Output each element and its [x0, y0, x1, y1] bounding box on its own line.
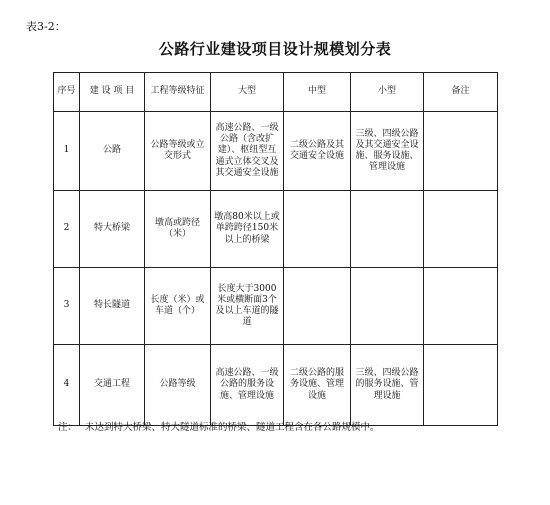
table-row — [54, 345, 498, 426]
cell-project: 交通工程 — [80, 345, 145, 426]
cell-medium: 二级公路的服务设施、管理设施 — [284, 345, 351, 426]
cell-feature: 公路等级或立交形式 — [145, 112, 211, 191]
cell-small: 三级、四级公路的服务设施、管理设施 — [351, 345, 424, 426]
cell-remark — [424, 191, 498, 268]
header-cell-no: 序号 — [54, 73, 80, 112]
cell-large: 长度大于3000米或横断面3个及以上车道的隧道 — [211, 268, 284, 345]
cell-medium — [284, 191, 351, 268]
cell-feature: 公路等级 — [145, 345, 211, 426]
header-cell-project: 建 设 项 目 — [80, 73, 145, 112]
cell-remark — [424, 112, 498, 191]
cell-no: 1 — [54, 112, 80, 191]
cell-medium: 二级公路及其交通安全设施 — [284, 112, 351, 191]
scale-classification-table — [53, 72, 498, 426]
header-cell-remark: 备注 — [424, 73, 498, 112]
header-row — [54, 73, 498, 112]
cell-large: 高速公路、一级公路（含改扩建）、枢纽型互通式立体交叉及其交通安全设施 — [211, 112, 284, 191]
cell-project: 特长隧道 — [80, 268, 145, 345]
cell-project: 公路 — [80, 112, 145, 191]
cell-small: 三级、四级公路及其交通安全设施、服务设施、管理设施 — [351, 112, 424, 191]
cell-remark — [424, 345, 498, 426]
cell-feature: 长度（米）或车道（个） — [145, 268, 211, 345]
table-label: 表3-2： — [26, 20, 66, 33]
cell-no: 3 — [54, 268, 80, 345]
footnote-prefix: 注： — [58, 422, 78, 433]
table-row — [54, 191, 498, 268]
cell-large: 墩高80米以上或单跨跨径150米以上的桥梁 — [211, 191, 284, 268]
header-cell-medium: 中型 — [284, 73, 351, 112]
cell-no: 4 — [54, 345, 80, 426]
cell-project: 特大桥梁 — [80, 191, 145, 268]
header-cell-feature: 工程等级特征 — [145, 73, 211, 112]
cell-remark — [424, 268, 498, 345]
header-cell-small: 小型 — [351, 73, 424, 112]
page-title: 公路行业建设项目设计规模划分表 — [158, 40, 392, 58]
cell-small — [351, 191, 424, 268]
table-row — [54, 268, 498, 345]
table-row — [54, 112, 498, 191]
cell-small — [351, 268, 424, 345]
cell-no: 2 — [54, 191, 80, 268]
footnote — [58, 419, 380, 433]
header-cell-large: 大型 — [211, 73, 284, 112]
cell-feature: 墩高或跨径（米） — [145, 191, 211, 268]
cell-medium — [284, 268, 351, 345]
cell-large: 高速公路、一级公路的服务设施、管理设施 — [211, 345, 284, 426]
footnote-text: 未达到特大桥梁、特大隧道标准的桥梁、隧道工程含在各公路规模中。 — [85, 422, 380, 433]
